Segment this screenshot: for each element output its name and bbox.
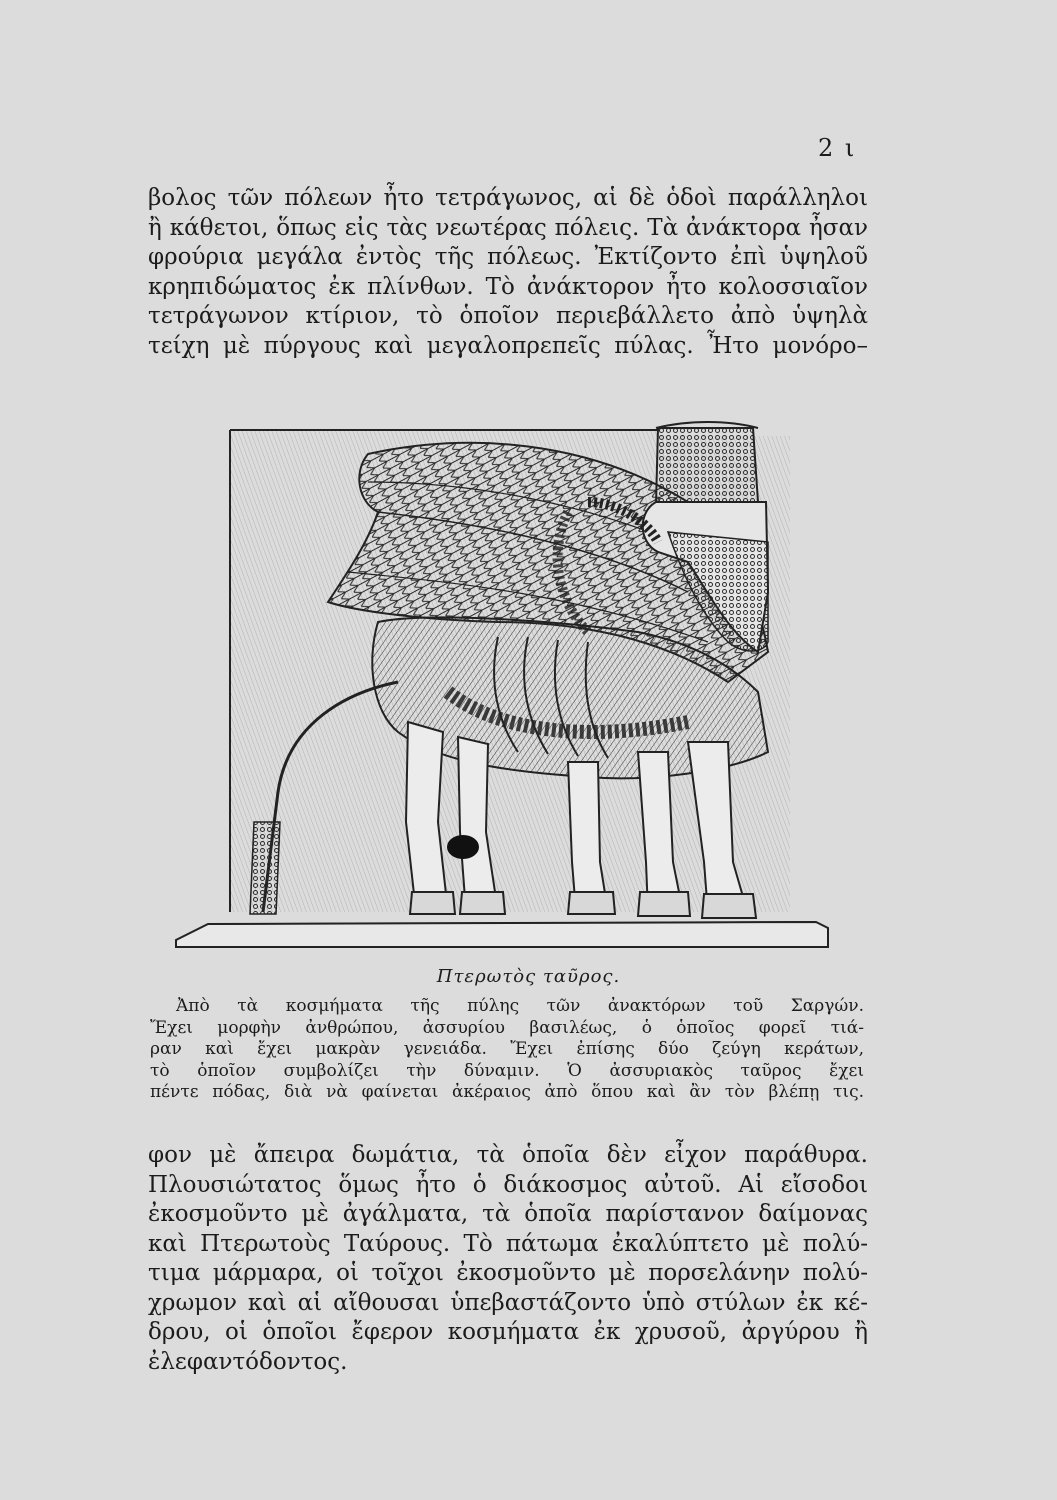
text-line: φρούρια μεγάλα ἐντὸς τῆς πόλεως. Ἐκτίζοντο ἐπὶ ὑψηλοῦ (148, 244, 868, 270)
text-line: φον μὲ ἄπειρα δωμάτια, τὰ ὁποῖα δὲν εἶχον παράθυρα. (148, 1142, 868, 1168)
caption-line: Ἔχει μορφὴν ἀνθρώπου, ἀσσυρίου βασιλέως, ὁ ὁποῖος φορεῖ τιά- (150, 1017, 864, 1038)
text-line: ἐκοσμοῦντο μὲ ἀγάλματα, τὰ ὁποῖα παρίστανον δαίμονας (148, 1201, 868, 1227)
figure-title: Πτερωτὸς ταῦρος. (436, 966, 621, 987)
text-line: ἢ κάθετοι, ὅπως εἰς τὰς νεωτέρας πόλεις. Τὰ ἀνάκτορα ἦσαν (148, 214, 868, 241)
text-line: καὶ Πτερωτοὺς Ταύρους. Τὸ πάτωμα ἐκαλύπτετο μὲ πολύ- (148, 1230, 868, 1257)
text-line: Πλουσιώτατος ὅμως ἦτο ὁ διάκοσμος αὐτοῦ. Αἱ εἴσοδοι (148, 1171, 868, 1198)
winged-bull-illustration (168, 392, 840, 974)
caption-line: πέντε πόδας, διὰ νὰ φαίνεται ἀκέραιος ἀπὸ ὅπου καὶ ἂν τὸν βλέπῃ τις. (150, 1082, 864, 1102)
text-line: βολος τῶν πόλεων ἦτο τετράγωνος, αἱ δὲ ὁδοὶ παράλληλοι (148, 185, 868, 211)
caption-line: Ἀπὸ τὰ κοσμήματα τῆς πύλης τῶν ἀνακτόρων τοῦ Σαργών. (176, 996, 864, 1016)
text-line: χρωμον καὶ αἱ αἴθουσαι ὑπεβαστάζοντο ὑπὸ στύλων ἐκ κέ- (148, 1289, 868, 1316)
text-line: τετράγωνον κτίριον, τὸ ὁποῖον περιεβάλλετο ἀπὸ ὑψηλὰ (148, 303, 868, 329)
bottom-paragraph (148, 1141, 868, 1377)
figure-caption (150, 996, 864, 1104)
text-line: τιμα μάρμαρα, οἱ τοῖχοι ἐκοσμοῦντο μὲ πορσελάνην πολύ- (148, 1260, 868, 1286)
top-paragraph (148, 184, 868, 361)
text-line: ἐλεφαντόδοντος. (148, 1348, 348, 1375)
damage-mark (447, 835, 479, 859)
caption-line: τὸ ὁποῖον συμβολίζει τὴν δύναμιν. Ὁ ἀσσυριακὸς ταῦρος ἔχει (150, 1060, 864, 1081)
text-line: τείχη μὲ πύργους καὶ μεγαλοπρεπεῖς πύλας. Ἦτο μονόρο– (148, 332, 868, 359)
caption-line: ραν καὶ ἔχει μακρὰν γενειάδα. Ἔχει ἐπίσης δύο ζεύγη κεράτων, (150, 1039, 864, 1059)
text-line: δρου, οἱ ὁποῖοι ἔφερον κοσμήματα ἐκ χρυσοῦ, ἀργύρου ἢ (148, 1319, 868, 1345)
text-line: κρηπιδώματος ἐκ πλίνθων. Τὸ ἀνάκτορον ἦτο κολοσσιαῖον (148, 273, 868, 300)
page-number: 2 ι (818, 134, 857, 162)
